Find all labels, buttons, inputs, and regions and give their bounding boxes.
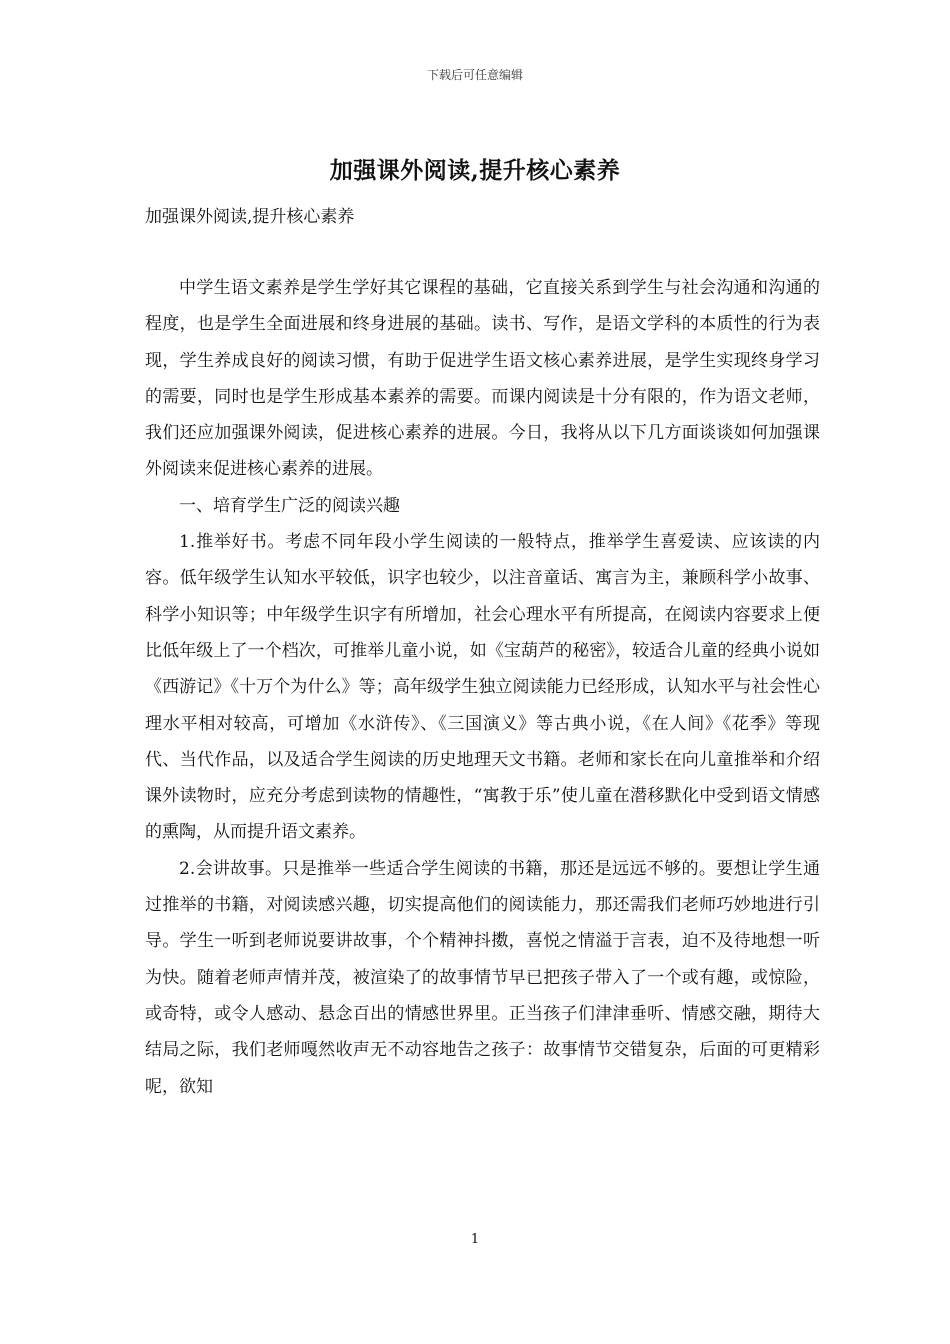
document-body [145,270,820,1105]
intro-paragraph: 中学生语文素养是学生学好其它课程的基础，它直接关系到学生与社会沟通和沟通的程度，也是学生全面进展和终身进展的基础。读书、写作，是语文学科的本质性的行为表现，学生养成良好的阅读习惯，有助于促进学生语文核心素养进展，是学生实现终身学习的需要，同时也是学生形成基本素养的需要。而课内阅读是十分有限的，作为语文老师，我们还应加强课外阅读，促进核心素养的进展。今日，我将从以下几方面谈谈如何加强课外阅读来促进核心素养的进展。 [145,278,820,480]
paragraph-recommend-books: 1.推举好书。考虑不同年段小学生阅读的一般特点，推举学生喜爱读、应该读的内容。低年级学生认知水平较低，识字也较少，以注音童话、寓言为主，兼顾科学小故事、科学小知识等；中年级学生识字有所增加，社会心理水平有所提高，在阅读内容要求上便比低年级上了一个档次，可推举儿童小说，如《宝葫芦的秘密》，较适合儿童的经典小说如《西游记》《十万个为什么》等；高年级学生独立阅读能力已经形成，认知水平与社会性心理水平相对较高，可增加《水浒传》、《三国演义》等古典小说，《在人间》《花季》等现代、当代作品，以及适合学生阅读的历史地理天文书籍。老师和家长在向儿童推举和介绍课外读物时，应充分考虑到读物的情趣性，“寓教于乐”使儿童在潜移默化中受到语文情感的熏陶，从而提升语文素养。 [145,532,820,843]
section-heading: 一、培育学生广泛的阅读兴趣 [179,495,400,516]
page-number: 1 [470,1232,480,1247]
page-header-note: 下载后可任意编辑 [426,68,523,82]
paragraph-tell-stories: 2.会讲故事。只是推举一些适合学生阅读的书籍，那还是远远不够的。要想让学生通过推举的书籍，对阅读感兴趣，切实提高他们的阅读能力，那还需我们老师巧妙地进行引导。学生一听到老师说要讲故事，个个精神抖擞，喜悦之情溢于言表，迫不及待地想一听为快。随着老师声情并茂，被渲染了的故事情节早已把孩子带入了一个或有趣，或惊险，或奇特，或令人感动、悬念百出的情感世界里。正当孩子们津津垂听、情感交融，期待大结局之际，我们老师嘎然收声无不动容地告之孩子：故事情节交错复杂，后面的可更精彩呢，欲知 [145,858,820,1097]
document-title: 加强课外阅读,提升核心素养 [329,157,621,184]
document-subtitle: 加强课外阅读,提升核心素养 [145,207,355,227]
